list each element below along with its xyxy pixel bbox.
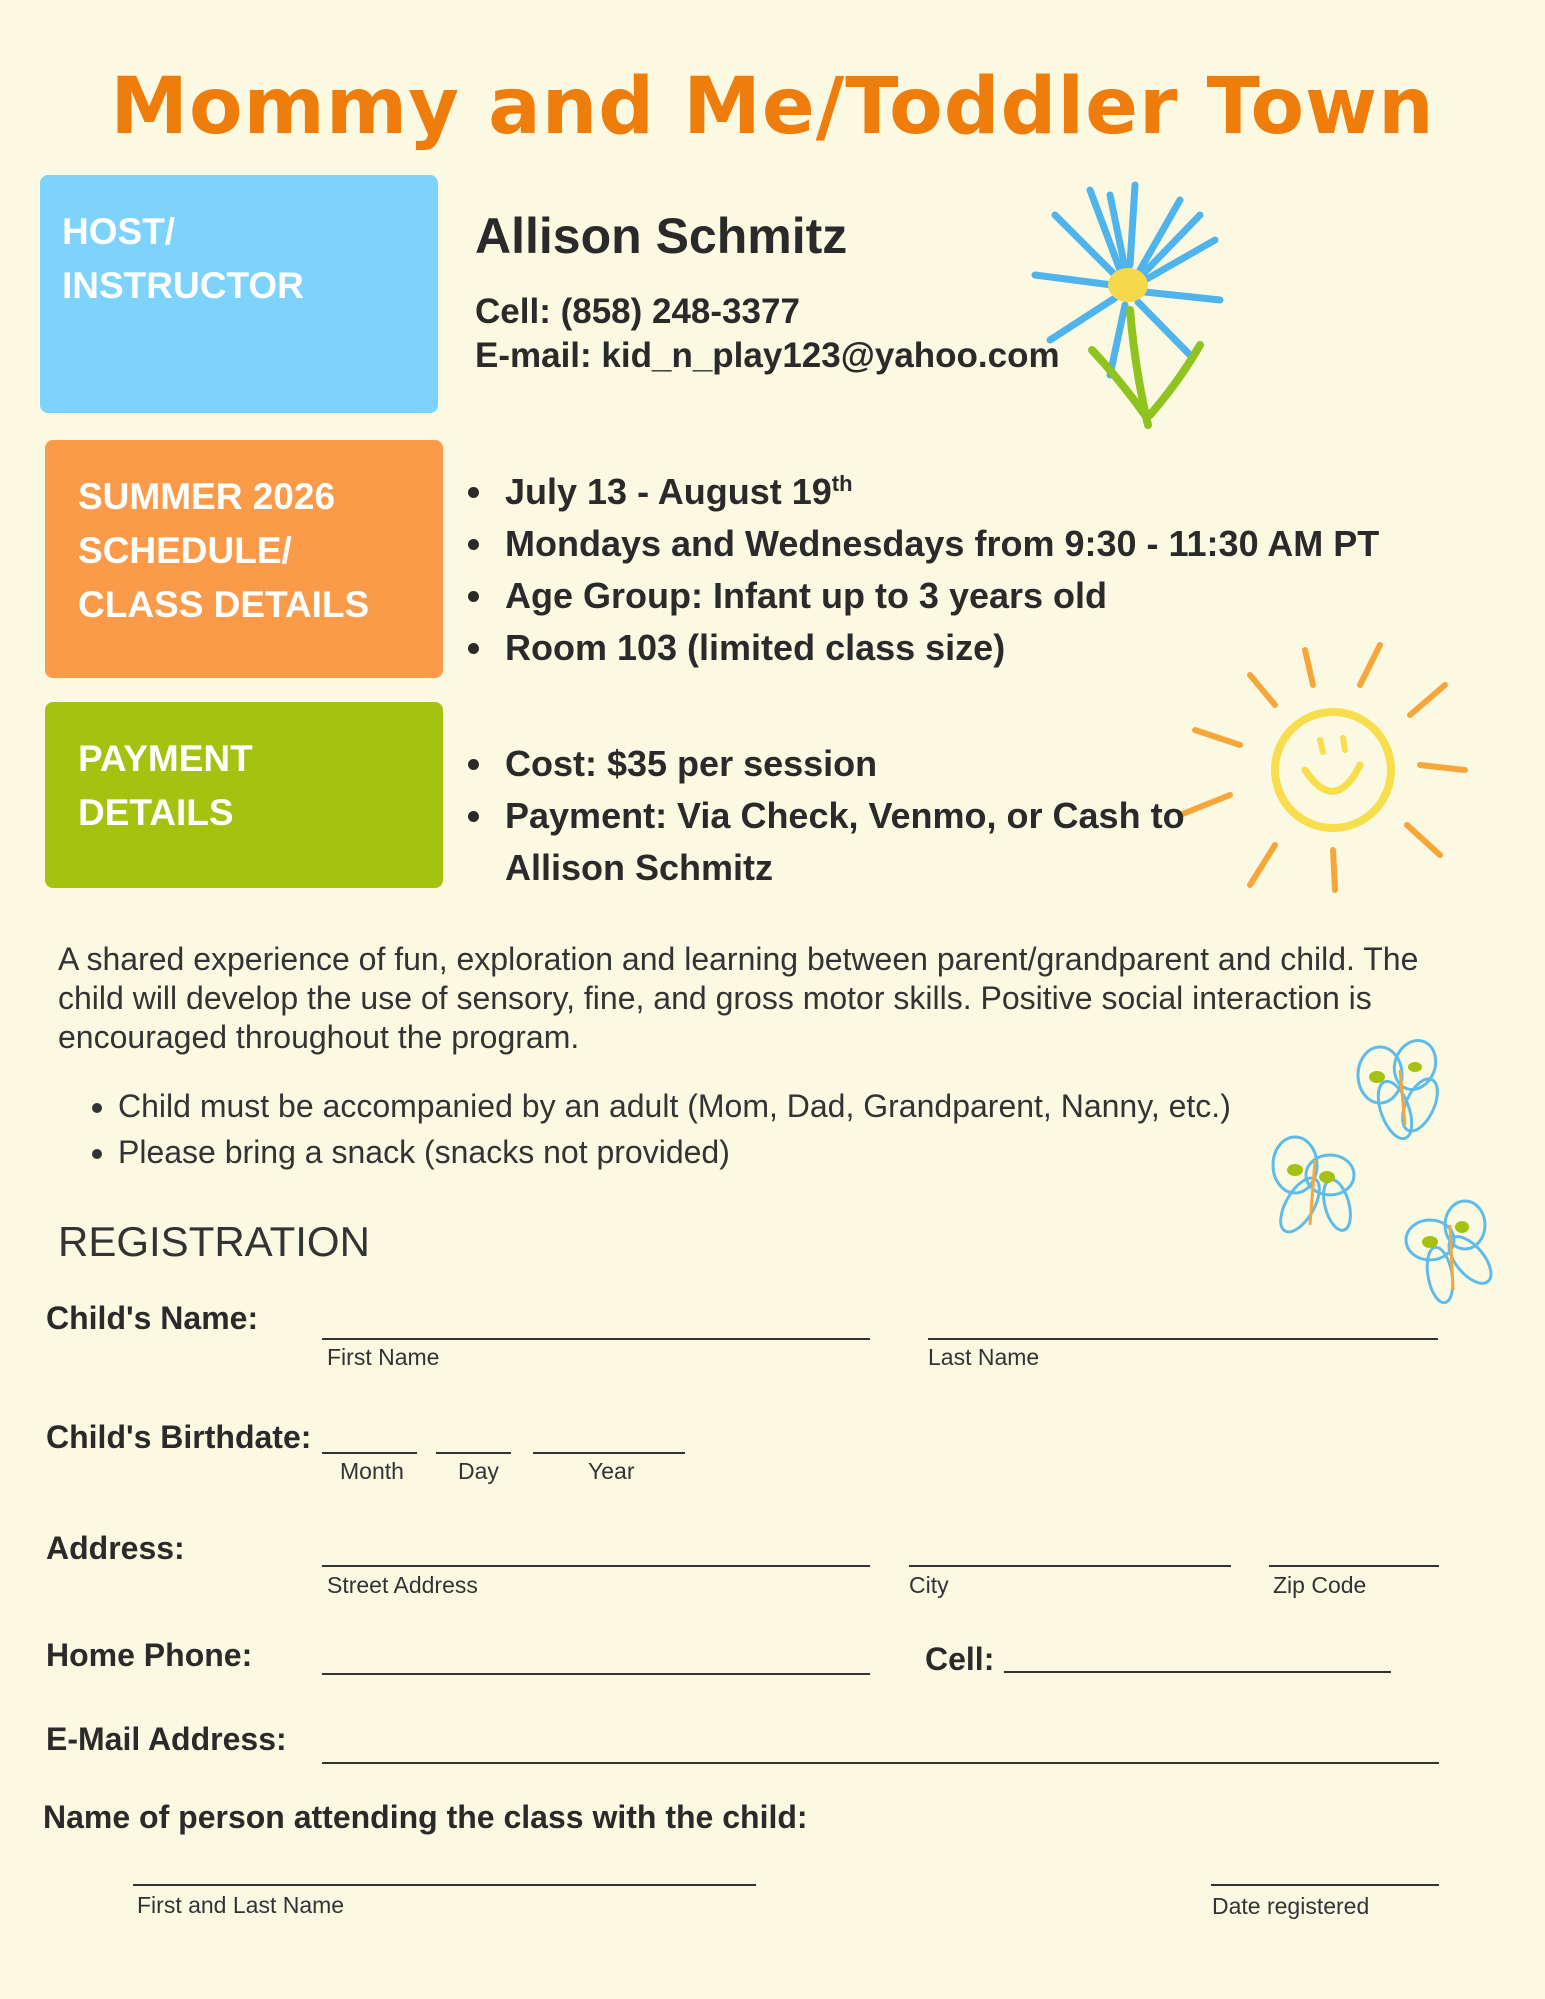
host-tag-line2: INSTRUCTOR bbox=[62, 265, 304, 306]
butterfly-icon bbox=[1265, 1035, 1500, 1305]
note-item: • Child must be accompanied by an adult (Mom, Dad, Grandparent, Nanny, etc.) bbox=[118, 1083, 1231, 1129]
contact-email: E-mail: kid_n_play123@yahoo.com bbox=[475, 336, 1060, 375]
schedule-dates bbox=[497, 458, 1379, 518]
payment-list bbox=[467, 738, 1187, 894]
last-name-field[interactable] bbox=[928, 1338, 1438, 1340]
schedule-item: • Mondays and Wednesdays from 9:30 - 11:30 AM PT bbox=[497, 518, 1379, 570]
birthdate-label: Child's Birthdate: bbox=[46, 1419, 312, 1455]
city-field[interactable] bbox=[909, 1565, 1231, 1567]
day-field[interactable] bbox=[436, 1452, 511, 1454]
payment-item: • Payment: Via Check, Venmo, or Cash to Allison Schmitz bbox=[497, 790, 1187, 894]
cell-field[interactable] bbox=[1004, 1671, 1391, 1673]
city-caption: City bbox=[909, 1572, 949, 1598]
home-phone-label: Home Phone: bbox=[46, 1637, 253, 1673]
schedule-tag-line2: SCHEDULE/ bbox=[78, 530, 292, 571]
attendee-label: Name of person attending the class with the child: bbox=[43, 1799, 808, 1835]
month-field[interactable] bbox=[322, 1452, 417, 1454]
zip-field[interactable] bbox=[1269, 1565, 1439, 1567]
program-description: A shared experience of fun, exploration and learning between parent/grandparent and child. The child will develop the use of sensory, fine, and gross motor skills. Positive social interaction is encouraged throughout the program. bbox=[58, 941, 1419, 1055]
instructor-name: Allison Schmitz bbox=[475, 208, 848, 264]
page-title: Mommy and Me/Toddler Town bbox=[110, 62, 1435, 152]
year-caption: Year bbox=[588, 1458, 635, 1484]
year-field[interactable] bbox=[533, 1452, 685, 1454]
contact-info bbox=[475, 290, 1060, 378]
payment-tag-line1: PAYMENT bbox=[78, 738, 253, 779]
schedule-tag bbox=[45, 440, 443, 678]
email-field[interactable] bbox=[322, 1762, 1439, 1764]
date-registered-caption: Date registered bbox=[1212, 1893, 1370, 1919]
note-item: • Please bring a snack (snacks not provided) bbox=[118, 1129, 1231, 1175]
host-tag bbox=[40, 175, 438, 413]
schedule-date-range: July 13 - August 19 bbox=[505, 471, 832, 512]
first-name-field[interactable] bbox=[322, 1338, 870, 1340]
first-name-caption: First Name bbox=[327, 1344, 440, 1370]
schedule-item: • Age Group: Infant up to 3 years old bbox=[497, 570, 1379, 622]
home-phone-field[interactable] bbox=[322, 1673, 870, 1675]
attendee-name-caption: First and Last Name bbox=[137, 1892, 345, 1918]
host-tag-line1: HOST/ bbox=[62, 211, 176, 252]
street-field[interactable] bbox=[322, 1565, 870, 1567]
zip-caption: Zip Code bbox=[1273, 1572, 1367, 1598]
street-caption: Street Address bbox=[327, 1572, 478, 1598]
date-registered-field[interactable] bbox=[1211, 1884, 1439, 1886]
schedule-date-sup: th bbox=[831, 471, 853, 496]
schedule-tag-line1: SUMMER 2026 bbox=[78, 476, 336, 517]
schedule-item: • Room 103 (limited class size) bbox=[497, 622, 1379, 674]
last-name-caption: Last Name bbox=[928, 1344, 1040, 1370]
day-caption: Day bbox=[458, 1458, 499, 1484]
address-label: Address: bbox=[46, 1530, 185, 1566]
flower-icon bbox=[1030, 180, 1230, 430]
notes-list bbox=[90, 1083, 1231, 1175]
attendee-name-field[interactable] bbox=[133, 1884, 756, 1886]
child-name-label: Child's Name: bbox=[46, 1300, 259, 1336]
schedule-tag-line3: CLASS DETAILS bbox=[78, 584, 370, 625]
contact-cell: Cell: (858) 248-3377 bbox=[475, 292, 800, 331]
payment-tag bbox=[45, 702, 443, 888]
payment-item: • Cost: $35 per session bbox=[497, 738, 1187, 790]
email-label: E-Mail Address: bbox=[46, 1721, 287, 1757]
payment-tag-line2: DETAILS bbox=[78, 792, 234, 833]
cell-label: Cell: bbox=[925, 1641, 995, 1677]
registration-heading: REGISTRATION bbox=[58, 1218, 370, 1265]
sun-icon bbox=[1175, 640, 1475, 900]
month-caption: Month bbox=[340, 1458, 404, 1484]
